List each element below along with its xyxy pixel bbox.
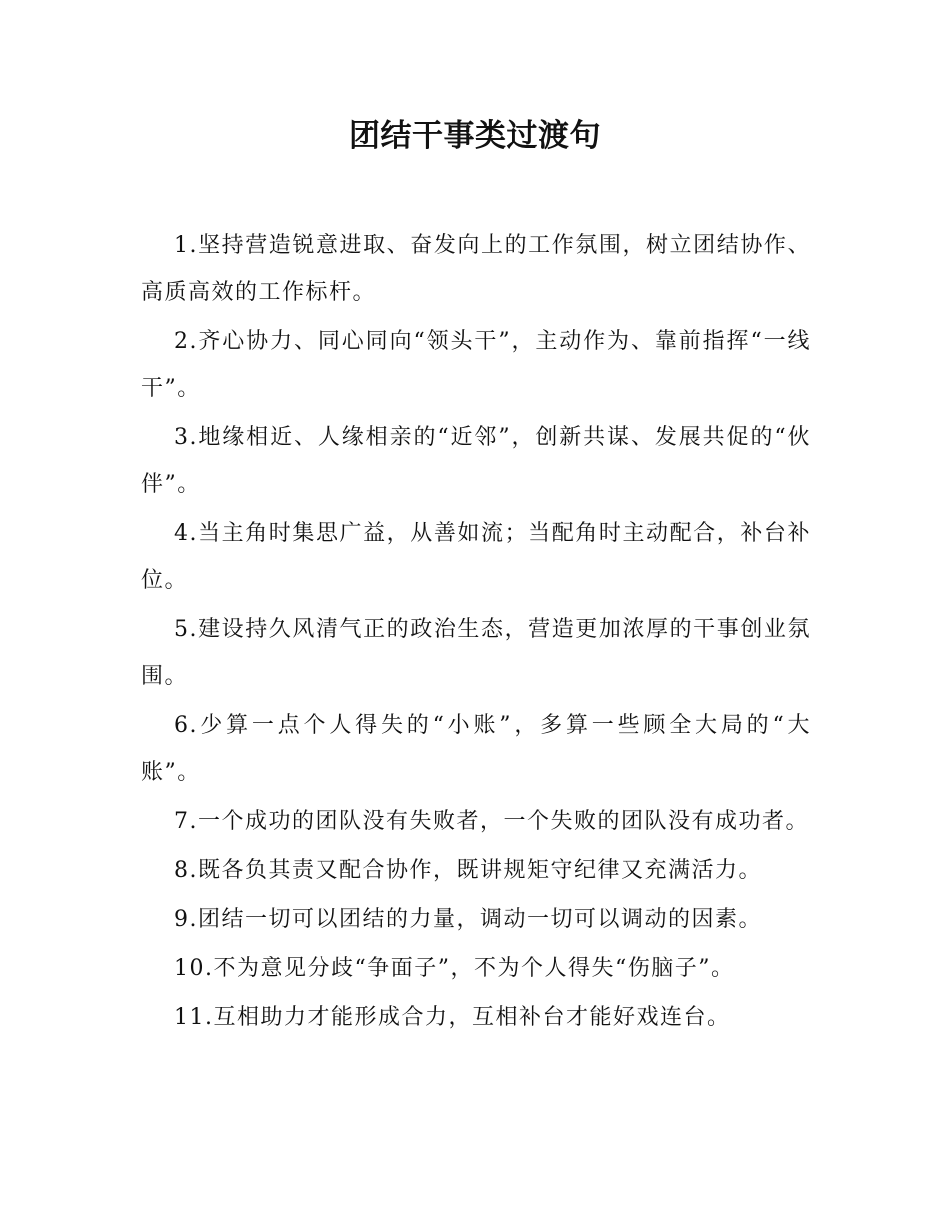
list-item: 9.团结一切可以团结的力量，调动一切可以调动的因素。 xyxy=(174,907,762,932)
list-item: 11.互相助力才能形成合力，互相补台才能好戏连台。 xyxy=(174,1005,731,1030)
list-item: 6.少算一点个人得失的“小账”，多算一些顾全大局的“大账”。 xyxy=(141,713,811,785)
list-item: 5.建设持久风清气正的政治生态，营造更加浓厚的干事创业氛围。 xyxy=(141,617,811,689)
list-item: 3.地缘相近、人缘相亲的“近邻”，创新共谋、发展共促的“伙伴”。 xyxy=(141,425,811,497)
list-item: 10.不为意见分歧“争面子”，不为个人得失“伤脑子”。 xyxy=(174,956,735,981)
list-item: 8.既各负其责又配合协作，既讲规矩守纪律又充满活力。 xyxy=(174,858,762,883)
list-item: 1.坚持营造锐意进取、奋发向上的工作氛围，树立团结协作、高质高效的工作标杆。 xyxy=(141,233,811,305)
list-item: 7.一个成功的团队没有失败者，一个失败的团队没有成功者。 xyxy=(174,809,809,834)
list-item: 2.齐心协力、同心同向“领头干”，主动作为、靠前指挥“一线干”。 xyxy=(141,329,811,401)
list-item: 4.当主角时集思广益，从善如流；当配角时主动配合，补台补位。 xyxy=(141,521,811,593)
sentence-list xyxy=(141,222,811,1043)
document-title: 团结干事类过渡句 xyxy=(349,118,601,154)
